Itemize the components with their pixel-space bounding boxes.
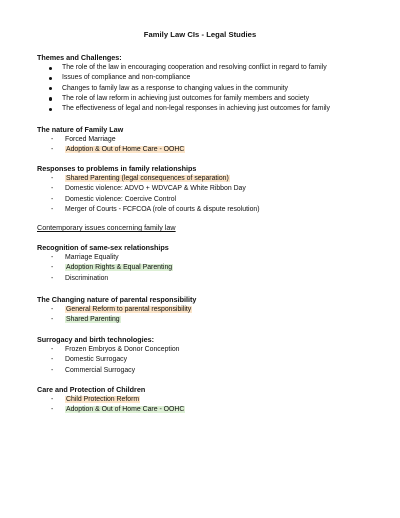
dash-list xyxy=(37,135,382,156)
section-heading: Responses to problems in family relationships xyxy=(37,164,197,173)
list-item xyxy=(37,405,382,415)
list-item xyxy=(37,174,382,184)
list-item-text: Frozen Embryos & Donor Conception xyxy=(65,346,180,353)
section xyxy=(37,164,382,215)
list-item xyxy=(37,195,382,205)
dash-list xyxy=(37,305,382,326)
section xyxy=(37,295,382,326)
list-item xyxy=(37,345,382,355)
dash-icon: - xyxy=(51,205,54,213)
section xyxy=(37,243,382,284)
list-item xyxy=(37,145,382,155)
list-item-text: Merger of Courts - FCFCOA (role of courts & dispute resolution) xyxy=(65,205,260,213)
bullet-icon xyxy=(49,77,52,80)
list-item-text: Child Protection Reform xyxy=(66,396,140,403)
dash-icon: - xyxy=(51,274,54,282)
list-item-text: Adoption & Out of Home Care - OOHC xyxy=(66,406,185,414)
list-item xyxy=(37,73,382,83)
list-item xyxy=(37,315,382,325)
section xyxy=(37,223,382,233)
list-item xyxy=(37,184,382,194)
dash-icon: - xyxy=(51,316,54,324)
list-item-text: Issues of compliance and non-compliance xyxy=(62,74,191,82)
document-title: Family Law CIs - Legal Studies xyxy=(143,30,257,39)
dash-icon: - xyxy=(51,406,54,414)
list-item-text: General Reform to parental responsibility xyxy=(66,306,192,313)
section xyxy=(37,385,382,416)
list-item-text: Adoption & Out of Home Care - OOHC xyxy=(66,146,185,154)
dash-icon: - xyxy=(51,195,54,203)
list-item xyxy=(37,135,382,145)
dash-list xyxy=(37,174,382,215)
list-item-text: Marriage Equality xyxy=(65,254,119,261)
list-item-text: Domestic violence: ADVO + WDVCAP & White Ribbon Day xyxy=(65,185,246,193)
section-heading: Contemporary issues concerning family law xyxy=(37,223,176,232)
list-item-text: Domestic violence: Coercive Control xyxy=(65,195,177,203)
list-item xyxy=(37,263,382,273)
bullet-icon xyxy=(49,67,52,70)
bullet-icon xyxy=(49,97,52,100)
list-item-text: The role of law reform in achieving just outcomes for family members and society xyxy=(62,94,310,102)
list-item-text: Domestic Surrogacy xyxy=(65,356,128,364)
section-heading: Themes and Challenges: xyxy=(37,53,122,62)
list-item-text: Commercial Surrogacy xyxy=(65,366,136,374)
list-item xyxy=(37,94,382,104)
dash-icon: - xyxy=(51,185,54,193)
section xyxy=(37,53,382,114)
dash-icon: - xyxy=(51,366,54,374)
section-heading: Surrogacy and birth technologies: xyxy=(37,335,155,344)
bullet-icon xyxy=(49,87,52,90)
dash-icon: - xyxy=(51,396,54,403)
section-heading: The Changing nature of parental responsibility xyxy=(37,295,197,304)
dash-icon: - xyxy=(51,254,54,261)
dash-icon: - xyxy=(51,264,54,272)
list-item xyxy=(37,84,382,94)
dash-icon: - xyxy=(51,136,54,143)
list-item xyxy=(37,366,382,376)
list-item-text: Changes to family law as a response to changing values in the community xyxy=(62,84,288,92)
dash-list xyxy=(37,253,382,284)
section xyxy=(37,125,382,156)
list-item-text: Shared Parenting (legal consequences of separation) xyxy=(66,175,229,182)
list-item-text: Shared Parenting xyxy=(66,316,120,324)
section-heading: Care and Protection of Children xyxy=(37,385,146,394)
list-item xyxy=(37,274,382,284)
section xyxy=(37,335,382,376)
list-item-text: Forced Marriage xyxy=(65,136,116,143)
list-item xyxy=(37,104,382,114)
section-heading: The nature of Family Law xyxy=(37,125,124,134)
dash-icon: - xyxy=(51,306,54,313)
list-item-text: The role of the law in encouraging cooperation and resolving conflict in regard to family xyxy=(62,64,327,71)
list-item-text: The effectiveness of legal and non-legal responses in achieving just outcomes for family xyxy=(62,105,330,113)
list-item-text: Adoption Rights & Equal Parenting xyxy=(66,264,173,272)
section-heading: Recognition of same-sex relationships xyxy=(37,243,169,252)
dash-icon: - xyxy=(51,146,54,154)
list-item-text: Discrimination xyxy=(65,274,109,282)
list-item xyxy=(37,205,382,215)
dash-icon: - xyxy=(51,356,54,364)
bullet-list xyxy=(37,63,382,114)
bullet-icon xyxy=(49,108,52,111)
list-item xyxy=(37,305,382,315)
list-item xyxy=(37,253,382,263)
list-item xyxy=(37,355,382,365)
list-item xyxy=(37,395,382,405)
dash-icon: - xyxy=(51,175,54,182)
dash-icon: - xyxy=(51,346,54,353)
dash-list xyxy=(37,345,382,376)
list-item xyxy=(37,63,382,73)
dash-list xyxy=(37,395,382,416)
